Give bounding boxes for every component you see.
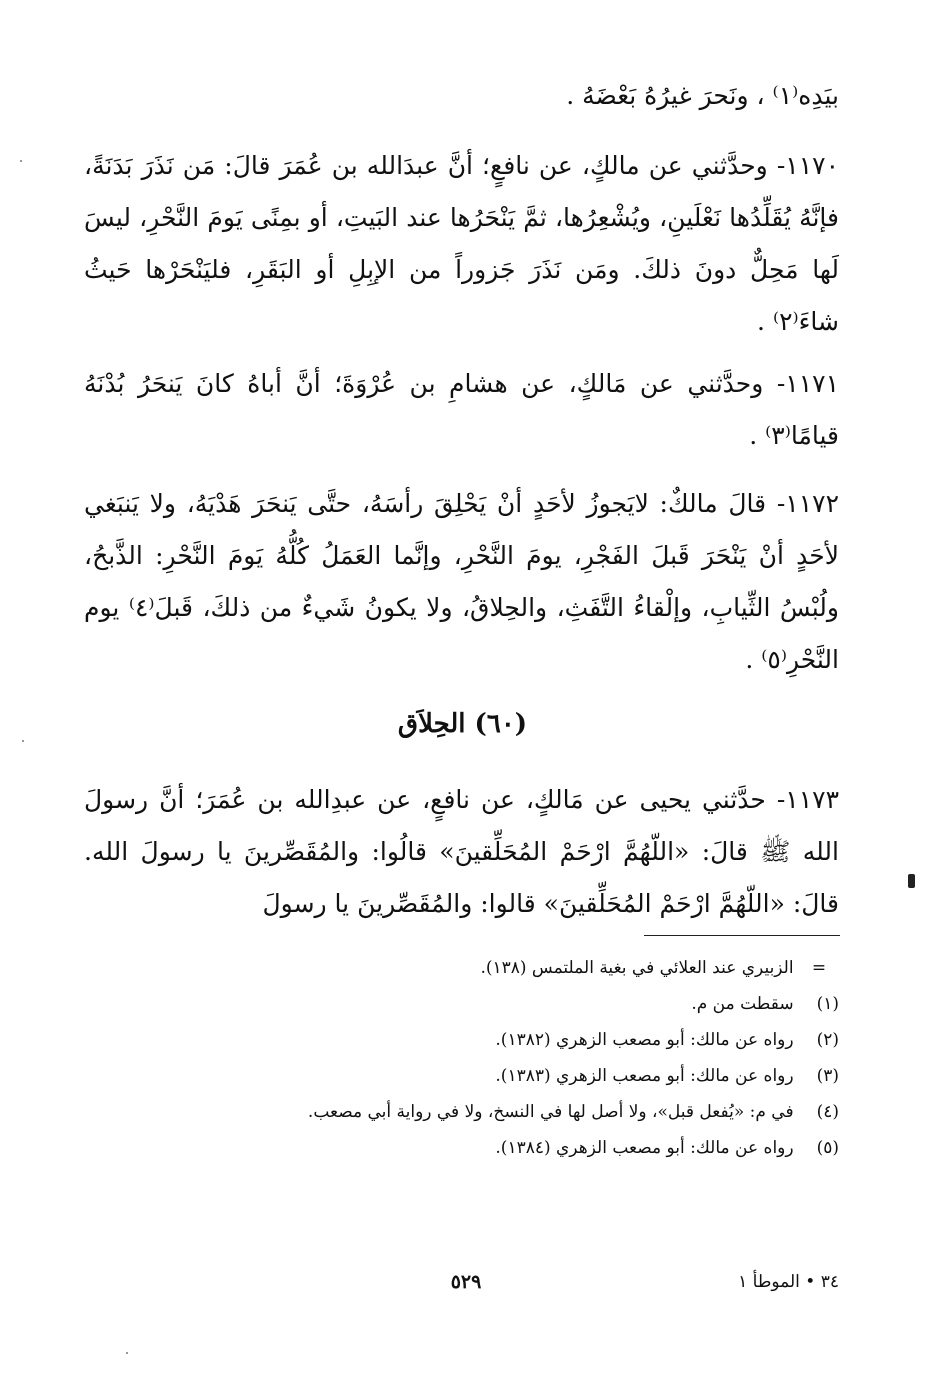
hadith-1173: ١١٧٣- حدَّثني يحيى عن مَالكٍ، عن نافعٍ، عن عبدِالله بن عُمَرَ؛ أنَّ رسولَ الله ﷺ قالَ: «اللّهُمَّ ارْحَمْ المُحَلِّقينَ» قالُوا: والمُقَصِّرينَ يا رسولَ الله. قالَ: «اللّهُمَّ ارْحَمْ المُحَلِّقينَ» قالوا: والمُقَصِّرينَ يا رسولَ (84, 785, 839, 918)
footnote-marker: (٣) (816, 1066, 839, 1086)
hadith-1170: ١١٧٠- وحدَّثني عن مالكٍ، عن نافعٍ؛ أنَّ عبدَالله بن عُمَرَ قالَ: مَن نَذَرَ بَدَنَةً، فإنَّهُ يُقَلِّدُها نَعْلَينِ، ويُشْعِرُها، ثمَّ يَنْحَرُها عند البَيتِ، أو بمِنًى يَومَ النَّحْرِ، ليسَ لَها مَحِلٌّ دونَ ذلكَ. ومَن نَذَرَ جَزوراً من الإبِلِ أو البَقَرِ، فليَنْحَرْها حَيثُ شاءَ⁽٢⁾ . (84, 151, 839, 336)
footnote-text: رواه عن مالك: أبو مصعب الزهري (١٣٨٣). (495, 1066, 794, 1086)
footnote-marker: (١) (816, 994, 839, 1014)
footnote-3 (84, 1058, 839, 1094)
section-heading: (٦٠) الحِلاَق (397, 709, 528, 739)
page-footer (0, 1262, 925, 1302)
scan-speck (22, 740, 24, 742)
page-number: ٥٢٩ (450, 1271, 482, 1293)
footnote-4 (84, 1094, 839, 1130)
footnote-marker: = (811, 958, 827, 978)
footnote-text: سقطت من م. (691, 994, 794, 1014)
footnote-separator (644, 935, 840, 936)
margin-mark (908, 874, 915, 888)
footnote-2 (84, 1022, 839, 1058)
footnote-continuation (84, 950, 839, 986)
footnote-5 (84, 1130, 839, 1166)
hadith-1171: ١١٧١- وحدَّثني عن مَالكٍ، عن هشامِ بن عُرْوَةَ؛ أنَّ أباهُ كانَ يَنحَرُ بُدْنَهُ قيامًا⁽٣⁾ . (84, 369, 839, 450)
footnote-text: الزبيري عند العلائي في بغية الملتمس (١٣٨). (480, 958, 794, 978)
scan-speck (126, 1352, 128, 1354)
footnote-text: رواه عن مالك: أبو مصعب الزهري (١٣٨٢). (495, 1030, 794, 1050)
footnote-marker: (٤) (816, 1102, 839, 1122)
continuation-text: بيَدِه⁽١⁾ ، ونَحرَ غيرُهُ بَعْضَهُ . (566, 81, 839, 110)
footnote-1 (84, 986, 839, 1022)
scan-speck (20, 160, 22, 162)
footnotes (84, 950, 839, 1166)
hadith-1172: ١١٧٢- قالَ مالكٌ: لايَجوزُ لأحَدٍ أنْ يَحْلِقَ رأسَهُ، حتَّى يَنحَرَ هَدْيَهُ، ولا يَنبَغي لأحَدٍ أنْ يَنْحَرَ قَبلَ الفَجْرِ، يومَ النَّحْرِ، وإنَّما العَمَلُ كُلُّهُ يَومَ النَّحْرِ: الذَّبحُ، ولُبْسُ الثِّيابِ، وإلْقاءُ التَّفَثِ، والحِلاقُ، ولا يكونُ شَيءٌ من ذلكَ، قَبلَ⁽٤⁾ يوم النَّحْرِ⁽٥⁾ . (84, 489, 839, 674)
footnote-text: رواه عن مالك: أبو مصعب الزهري (١٣٨٤). (495, 1138, 794, 1158)
footnote-marker: (٥) (816, 1138, 839, 1158)
footnote-text: في م: «يُفعل قبل»، ولا أصل لها في النسخ، ولا في رواية أبي مصعب. (307, 1102, 794, 1122)
footnote-marker: (٢) (816, 1030, 839, 1050)
signature-mark: ٣٤ • الموطأ ١ (738, 1272, 839, 1292)
